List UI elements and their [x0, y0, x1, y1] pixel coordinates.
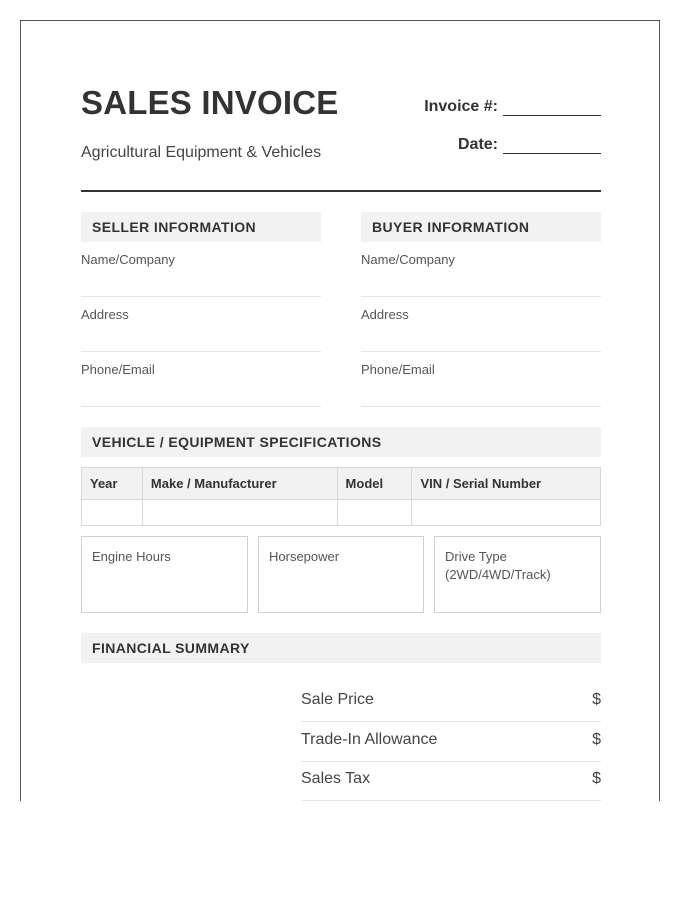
invoice-number-label: Invoice #: — [424, 98, 498, 115]
vin-cell[interactable] — [412, 500, 601, 526]
drive-type-options: (2WD/4WD/Track) — [445, 567, 551, 582]
column-header-model: Model — [337, 468, 412, 500]
invoice-number-line — [424, 98, 601, 116]
sales-tax-label: Sales Tax — [301, 770, 371, 787]
buyer-section-heading: BUYER INFORMATION — [361, 212, 601, 242]
seller-contact-label: Phone/Email — [81, 362, 155, 377]
buyer-address-field[interactable] — [361, 297, 601, 352]
invoice-title: SALES INVOICE — [81, 84, 339, 121]
make-cell[interactable] — [142, 500, 337, 526]
invoice-subtitle: Agricultural Equipment & Vehicles — [81, 144, 322, 161]
sale-price-label: Sale Price — [301, 691, 374, 708]
seller-address-label: Address — [81, 307, 129, 322]
buyer-name-field[interactable] — [361, 242, 601, 297]
sale-price-row[interactable] — [301, 683, 601, 722]
drive-type-label: Drive Type — [445, 549, 507, 564]
sales-tax-currency: $ — [592, 770, 601, 787]
trade-in-row[interactable] — [301, 723, 601, 762]
seller-address-field[interactable] — [81, 297, 321, 352]
specs-section-heading: VEHICLE / EQUIPMENT SPECIFICATIONS — [81, 427, 601, 457]
buyer-contact-label: Phone/Email — [361, 362, 435, 377]
horsepower-label: Horsepower — [269, 549, 340, 564]
specs-header-row — [82, 468, 601, 500]
header-divider — [81, 190, 601, 192]
engine-hours-box[interactable] — [81, 536, 248, 613]
engine-hours-label: Engine Hours — [92, 549, 171, 564]
seller-name-label: Name/Company — [81, 252, 175, 267]
column-header-make: Make / Manufacturer — [142, 468, 337, 500]
drive-type-box[interactable] — [434, 536, 601, 613]
invoice-sheet — [20, 20, 660, 801]
invoice-date-blank[interactable] — [503, 139, 601, 154]
financial-section-heading: FINANCIAL SUMMARY — [81, 633, 601, 663]
model-cell[interactable] — [337, 500, 412, 526]
invoice-date-label: Date: — [457, 136, 498, 153]
seller-name-field[interactable] — [81, 242, 321, 297]
table-row — [82, 500, 601, 526]
specs-table — [81, 467, 601, 526]
invoice-number-blank[interactable] — [503, 101, 601, 116]
year-cell[interactable] — [82, 500, 143, 526]
invoice-date-line — [458, 136, 601, 154]
seller-contact-field[interactable] — [81, 352, 321, 407]
buyer-name-label: Name/Company — [361, 252, 455, 267]
seller-fields — [81, 242, 321, 407]
sales-tax-row[interactable] — [301, 762, 601, 801]
column-header-year: Year — [82, 468, 143, 500]
trade-in-currency: $ — [592, 731, 601, 748]
sale-price-currency: $ — [592, 691, 601, 708]
horsepower-box[interactable] — [258, 536, 424, 613]
buyer-contact-field[interactable] — [361, 352, 601, 407]
seller-section-heading: SELLER INFORMATION — [81, 212, 321, 242]
column-header-vin: VIN / Serial Number — [412, 468, 601, 500]
buyer-address-label: Address — [361, 307, 409, 322]
trade-in-label: Trade-In Allowance — [301, 731, 438, 748]
buyer-fields — [361, 242, 601, 407]
